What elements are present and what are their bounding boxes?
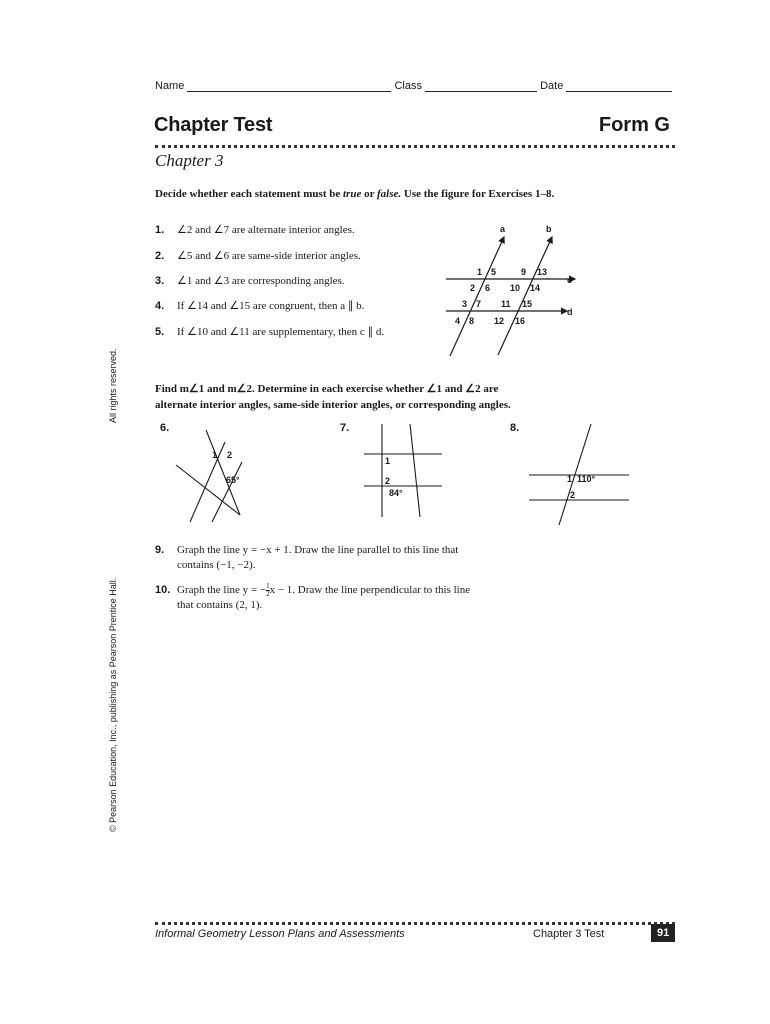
parallel-lines-figure: [440, 220, 590, 360]
ex6-angle-1: 1: [212, 450, 218, 460]
footer-book-title: Informal Geometry Lesson Plans and Assessments: [155, 928, 405, 940]
page-title: Chapter Test: [154, 114, 273, 136]
angle-12: 12: [494, 316, 505, 326]
date-label: Date: [540, 80, 564, 92]
exercise-9: 9. Graph the line y = −x + 1. Draw the line parallel to this line that contains (−1, −2).: [155, 544, 459, 571]
angle-5: 5: [491, 267, 497, 277]
form-label: Form G: [598, 114, 670, 136]
footer: [155, 928, 675, 940]
class-label: Class: [394, 80, 422, 92]
exercise-8-figure: [525, 420, 635, 530]
ex6-angle-65: 65°: [226, 475, 240, 485]
exercise-3: 3. ∠1 and ∠3 are corresponding angles.: [155, 275, 345, 287]
angle-14: 14: [530, 283, 541, 293]
label-c: c: [567, 275, 573, 285]
date-field[interactable]: [566, 81, 672, 92]
angle-2: 2: [470, 283, 476, 293]
title-divider: [155, 145, 675, 148]
angle-9: 9: [521, 267, 527, 277]
exercise-8-number: 8.: [510, 422, 520, 434]
chapter-subtitle: Chapter 3: [155, 151, 224, 170]
line-a: [450, 237, 504, 356]
exercise-1: 1. ∠2 and ∠7 are alternate interior angles.: [155, 224, 355, 236]
copyright-side-text: © Pearson Education, Inc., publishing as Pearson Prentice Hall.: [108, 577, 118, 832]
ex7-angle-1: 1: [385, 456, 391, 466]
angle-7: 7: [476, 299, 482, 309]
angle-15: 15: [522, 299, 533, 309]
ex7-angle-84: 84°: [389, 488, 403, 498]
section1-instructions: Decide whether each statement must be true or false. Use the figure for Exercises 1–8.: [155, 188, 555, 200]
section2-instructions: Find m∠1 and m∠2. Determine in each exercise whether ∠1 and ∠2 are alternate interior angles, same-side interior angles, or corresponding angles.: [155, 383, 511, 411]
exercise-4: 4. If ∠14 and ∠15 are congruent, then a ∥ b.: [155, 300, 365, 312]
angle-10: 10: [510, 283, 521, 293]
name-field[interactable]: [187, 81, 391, 92]
exercise-2: 2. ∠5 and ∠6 are same-side interior angles.: [155, 250, 361, 262]
ex8-angle-2: 2: [570, 490, 576, 500]
ex7-angle-2: 2: [385, 476, 391, 486]
name-label: Name: [155, 80, 185, 92]
angle-11: 11: [501, 299, 511, 309]
label-d: d: [567, 307, 573, 317]
exercise-6-number: 6.: [160, 422, 170, 434]
ex8-angle-1: 1: [567, 474, 573, 484]
angle-4: 4: [455, 316, 461, 326]
angle-8: 8: [469, 316, 475, 326]
angle-16: 16: [515, 316, 526, 326]
footer-test-name: Chapter 3 Test: [533, 928, 605, 940]
line-b: [498, 237, 552, 355]
exercise-5: 5. If ∠10 and ∠11 are supplementary, then c ∥ d.: [155, 326, 385, 338]
exercise-6-figure: [170, 422, 260, 527]
exercise-10: 10. Graph the line y = − $\frac{1}{2}$ x − 1. Draw the line perpendicular to this line that contains (2, 1).: [155, 582, 471, 612]
ex8-angle-110: 110°: [577, 474, 596, 484]
fraction: $\frac{1}{2}$: [266, 582, 270, 598]
rights-side-text: All rights reserved.: [108, 348, 118, 423]
page-number: 91: [651, 924, 675, 942]
angle-3: 3: [462, 299, 468, 309]
angle-13: 13: [537, 267, 548, 277]
ex6-angle-2: 2: [227, 450, 233, 460]
student-info-row: [155, 80, 673, 96]
label-b: b: [546, 224, 552, 234]
exercise-7-number: 7.: [340, 422, 350, 434]
footer-divider: [155, 922, 675, 925]
exercise-7-figure: [360, 422, 450, 522]
label-a: a: [500, 224, 506, 234]
angle-1: 1: [477, 267, 483, 277]
angle-6: 6: [485, 283, 491, 293]
class-field[interactable]: [425, 81, 537, 92]
